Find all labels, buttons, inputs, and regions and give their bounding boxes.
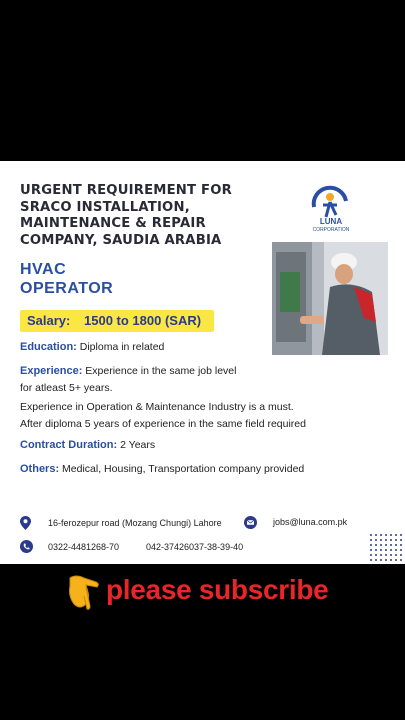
experience-line: for atleast 5+ years. bbox=[20, 382, 113, 394]
education-value: Diploma in related bbox=[79, 341, 165, 353]
salary-value: 1500 to 1800 (SAR) bbox=[84, 313, 202, 328]
job-title-line: HVAC bbox=[20, 261, 67, 278]
subscribe-text: please subscribe bbox=[106, 574, 329, 605]
headline bbox=[20, 183, 250, 249]
experience-label: Experience: bbox=[20, 365, 83, 377]
email-icon bbox=[244, 516, 257, 529]
headline-line: MAINTENANCE & REPAIR bbox=[20, 216, 206, 231]
education-row bbox=[20, 341, 164, 353]
address-text: 16-ferozepur road (Mozang Chungi) Lahore bbox=[48, 518, 222, 528]
experience-line: After diploma 5 years of experience in the same field required bbox=[20, 418, 306, 430]
others-value: Medical, Housing, Transportation company provided bbox=[62, 463, 305, 475]
salary-label: Salary: bbox=[27, 313, 71, 328]
job-title-line: OPERATOR bbox=[20, 280, 114, 297]
phone-icon bbox=[20, 540, 33, 553]
location-pin-icon bbox=[20, 516, 31, 530]
job-title bbox=[20, 260, 113, 298]
subscribe-overlay[interactable] bbox=[66, 572, 386, 612]
experience-line: Experience in Operation & Maintenance Industry is a must. bbox=[20, 401, 294, 413]
dot-pattern-decoration bbox=[369, 533, 403, 563]
contract-row bbox=[20, 439, 155, 451]
phone-number-landline[interactable]: 042-37426037-38-39-40 bbox=[146, 542, 244, 552]
others-row bbox=[20, 463, 304, 475]
logo-subtitle: CORPORATION bbox=[312, 227, 350, 233]
headline-line: URGENT REQUIREMENT FOR bbox=[20, 183, 233, 198]
education-label: Education: bbox=[20, 341, 77, 353]
headline-line: SRACO INSTALLATION, bbox=[20, 199, 190, 215]
email-link[interactable]: jobs@luna.com.pk bbox=[273, 517, 348, 527]
salary-badge bbox=[20, 310, 214, 332]
experience-line: Experience in the same job level bbox=[85, 365, 237, 377]
job-poster bbox=[0, 161, 405, 564]
phone-number-mobile[interactable]: 0322-4481268-70 bbox=[48, 542, 120, 552]
others-label: Others: bbox=[20, 463, 60, 475]
contract-value: 2 Years bbox=[120, 439, 156, 451]
contract-label: Contract Duration: bbox=[20, 439, 118, 451]
technician-photo bbox=[272, 242, 388, 355]
experience-row bbox=[20, 365, 236, 377]
headline-line: COMPANY, SAUDIA ARABIA bbox=[20, 232, 222, 248]
logo-name: LUNA bbox=[319, 217, 343, 226]
pointing-hand-icon bbox=[66, 572, 104, 612]
